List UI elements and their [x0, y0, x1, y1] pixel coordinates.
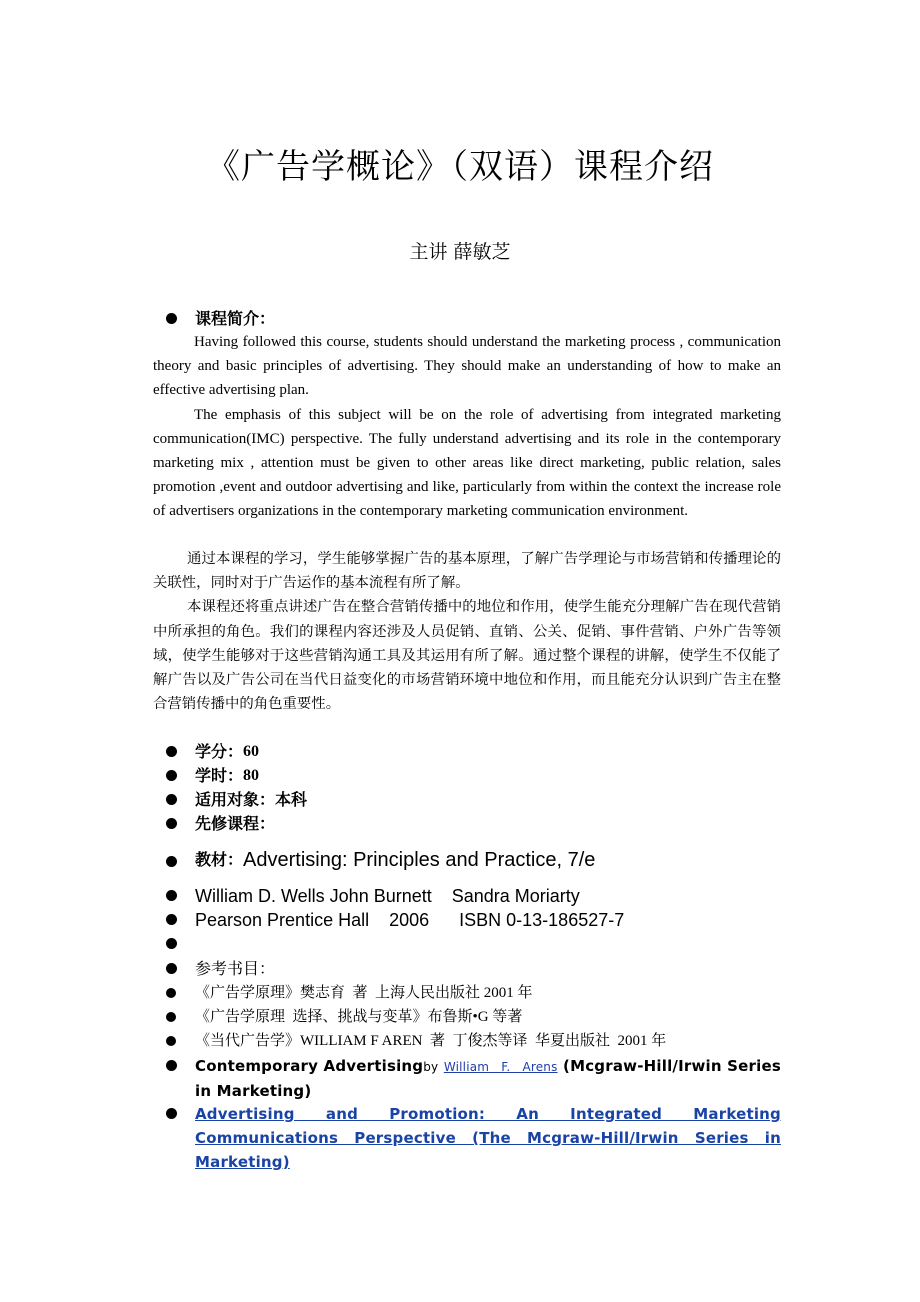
reference-text: 《广告学原理 选择、挑战与变革》布鲁斯•G 等著 — [195, 1009, 523, 1025]
bullet-icon — [166, 794, 177, 805]
bullet-icon — [166, 890, 177, 901]
bullet-icon — [166, 1012, 176, 1022]
book2-title-link[interactable]: Advertising and Promotion: An Integrated Marketing Communications Perspective (The Mcgraw-Hill/Irwin Series in Marketing) — [195, 1105, 781, 1171]
book1-author-link[interactable]: William F. Arens — [443, 1060, 558, 1074]
intro-paragraph-en-2: The emphasis of this subject will be on the role of advertising from integrated marketing communication(IMC) perspective. The fully understand advertising and its role in the contemporary marketing mix , attention must be given to other areas like direct marketing, public relation, sales promotion ,event and outdoor advertising and like, particularly from within the context the increase role of advertisers organizations in the contemporary marketing communication environment. — [153, 406, 781, 520]
reference-item-5 — [166, 1102, 781, 1174]
textbook-label: 教材： — [195, 850, 244, 869]
audience-value: 本科 — [275, 790, 308, 809]
textbook-publisher-item — [166, 908, 781, 932]
textbook-authors-item — [166, 884, 781, 908]
bullet-icon — [166, 770, 177, 781]
credits-value: 60 — [243, 743, 260, 760]
intro-paragraph-cn-2: 本课程还将重点讲述广告在整合营销传播中的地位和作用，使学生能充分理解广告在现代营销中所承担的角色。我们的课程内容还涉及人员促销、直销、公关、促销、事件营销、户外广告等领域，使学生能够对于这些营销沟通工具及其运用有所了解。通过整个课程的讲解，使学生不仅能了解广告以及广告公司在当代日益变化的市场营销环境中地位和作用，而且能充分认识到广告主在整合营销传播中的角色重要性。 — [153, 599, 781, 713]
reference-item-1 — [166, 981, 781, 1005]
intro-paragraph-en-1: Having followed this course, students should understand the marketing process , communication theory and basic principles of advertising. They should make an understanding of how to make an effective advertising plan. — [153, 334, 781, 399]
textbook-authors: William D. Wells John Burnett Sandra Moriarty — [195, 886, 580, 906]
lecturer-line: 主讲 薛敏芝 — [409, 241, 511, 263]
hours-label: 学时： — [195, 766, 244, 785]
credits-label: 学分： — [195, 742, 244, 761]
references-heading-item — [166, 957, 781, 981]
references-heading: 参考书目： — [195, 959, 276, 978]
reference-item-2 — [166, 1005, 781, 1029]
textbook-item — [166, 847, 781, 873]
book1-series: (Mcgraw-Hill/Irwin Series in Marketing) — [195, 1057, 781, 1100]
document-title: 《广告学概论》（双语）课程介绍 — [206, 147, 714, 187]
empty-item — [166, 932, 781, 949]
hours-item — [166, 764, 781, 788]
bullet-icon — [166, 818, 177, 829]
intro-english — [153, 330, 781, 524]
audience-label: 适用对象： — [195, 790, 276, 809]
reference-book1 — [195, 1054, 781, 1103]
bullet-icon — [166, 313, 177, 324]
prerequisites-item — [166, 812, 781, 836]
bullet-icon — [166, 746, 177, 757]
bullet-icon — [166, 1036, 176, 1046]
book1-by: by — [423, 1060, 439, 1074]
hours-value: 80 — [243, 767, 260, 784]
credits-item — [166, 740, 781, 764]
textbook-publisher: Pearson Prentice Hall 2006 ISBN 0-13-186527-7 — [195, 910, 625, 930]
bullet-icon — [166, 856, 177, 867]
reference-text: 《当代广告学》WILLIAM F AREN 著 丁俊杰等译 华夏出版社 2001 年 — [195, 1033, 667, 1049]
audience-item — [166, 788, 781, 812]
intro-paragraph-cn-1: 通过本课程的学习，学生能够掌握广告的基本原理，了解广告学理论与市场营销和传播理论的关联性，同时对于广告运作的基本流程有所了解。 — [153, 551, 781, 592]
reference-item-4 — [166, 1054, 781, 1103]
textbook-title: Advertising: Principles and Practice, 7/e — [243, 849, 596, 871]
bullet-icon — [166, 914, 177, 925]
bullet-icon — [166, 988, 176, 998]
prerequisites-label: 先修课程： — [195, 814, 276, 833]
book1-title: Contemporary Advertising — [195, 1057, 424, 1075]
reference-text: 《广告学原理》樊志育 著 上海人民出版社 2001 年 — [195, 985, 533, 1001]
intro-heading-item — [166, 307, 781, 331]
reference-item-3 — [166, 1029, 781, 1053]
bullet-icon — [166, 963, 177, 974]
bullet-icon — [166, 1108, 177, 1119]
bullet-icon — [166, 938, 177, 949]
intro-heading: 课程简介： — [195, 309, 276, 328]
reference-book2 — [195, 1102, 781, 1174]
bullet-icon — [166, 1060, 177, 1071]
intro-chinese — [153, 547, 781, 716]
